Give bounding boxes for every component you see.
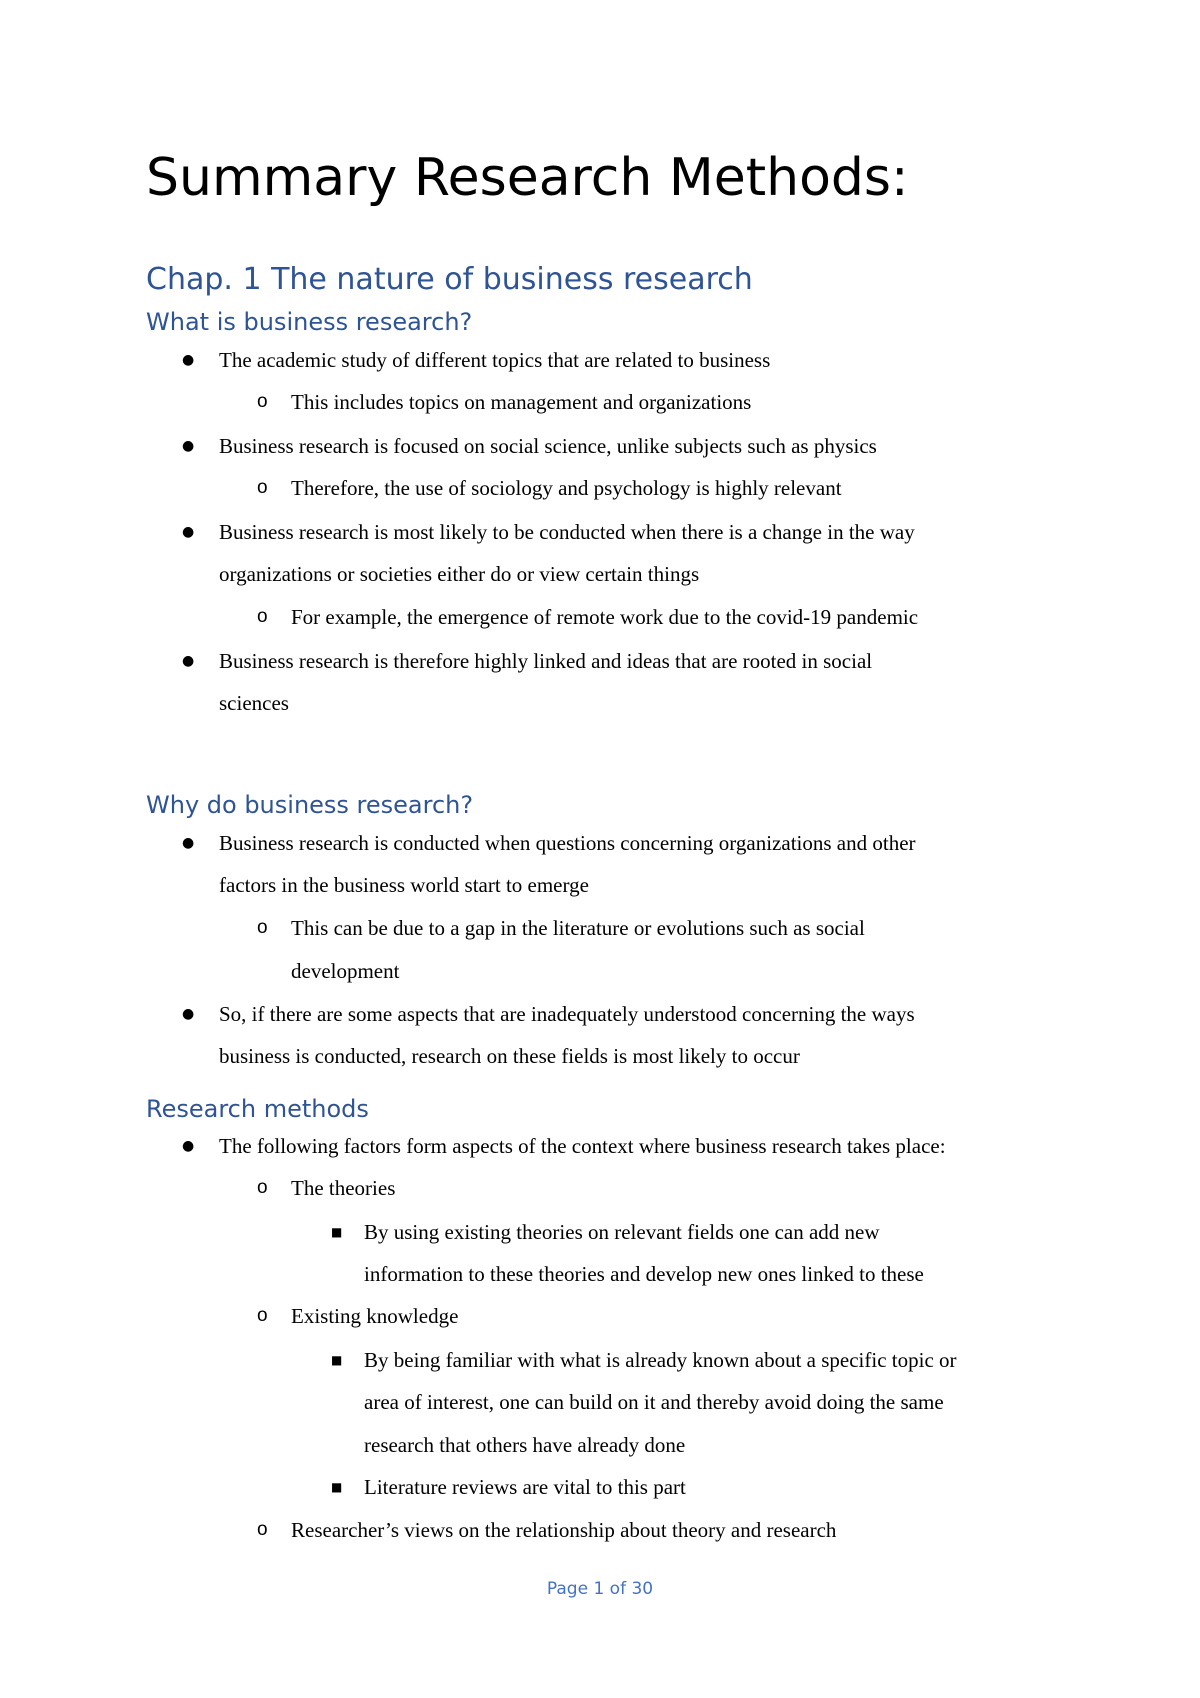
bullet-circle-icon: o [257,606,268,627]
bullet-square-icon: ■ [331,1353,343,1367]
list-item: The following factors form aspects of the context where business research takes place: [219,1134,946,1158]
bullet-circle-icon: o [257,391,268,412]
list-item: This includes topics on management and organizations [291,390,752,414]
list-item: By using existing theories on relevant fields one can add new [364,1220,880,1244]
list-item-continuation: development [291,959,400,983]
bullet-dot-icon: ● [182,524,195,540]
list-item: The academic study of different topics that are related to business [219,348,771,372]
bullet-dot-icon: ● [182,835,195,851]
bullet-circle-icon: o [257,1305,268,1326]
section-heading-methods: Research methods [146,1095,369,1123]
list-item-continuation: business is conducted, research on these fields is most likely to occur [219,1044,800,1068]
list-item: Business research is therefore highly linked and ideas that are rooted in social [219,649,873,673]
page-number: Page 1 of 30 [546,1579,654,1599]
section-heading-why: Why do business research? [146,791,474,819]
bullet-circle-icon: o [257,1177,268,1198]
bullet-square-icon: ■ [331,1480,343,1494]
bullet-dot-icon: ● [182,1138,195,1154]
bullet-dot-icon: ● [182,352,195,368]
bullet-dot-icon: ● [182,438,195,454]
bullet-dot-icon: ● [182,1006,195,1022]
list-item: Literature reviews are vital to this part [364,1475,686,1499]
list-item: Business research is most likely to be conducted when there is a change in the way [219,520,915,544]
bullet-circle-icon: o [257,1519,268,1540]
list-item-continuation: factors in the business world start to emerge [219,873,589,897]
bullet-circle-icon: o [257,917,268,938]
list-item-continuation: sciences [219,691,289,715]
list-item-continuation: area of interest, one can build on it and thereby avoid doing the same [364,1390,944,1414]
list-item: This can be due to a gap in the literature or evolutions such as social [291,916,865,940]
list-item: Therefore, the use of sociology and psychology is highly relevant [291,476,842,500]
chapter-heading: Chap. 1 The nature of business research [146,262,753,297]
document-title: Summary Research Methods: [146,148,909,208]
list-item: So, if there are some aspects that are inadequately understood concerning the ways [219,1002,915,1026]
list-item-continuation: research that others have already done [364,1433,686,1457]
list-item-continuation: information to these theories and develop new ones linked to these [364,1262,924,1286]
list-item: The theories [291,1176,396,1200]
list-item: Business research is focused on social science, unlike subjects such as physics [219,434,877,458]
section-heading-what: What is business research? [146,308,473,336]
list-item: Existing knowledge [291,1304,459,1328]
bullet-square-icon: ■ [331,1225,343,1239]
list-item: By being familiar with what is already known about a specific topic or [364,1348,957,1372]
list-item: Business research is conducted when questions concerning organizations and other [219,831,916,855]
list-item: For example, the emergence of remote work due to the covid-19 pandemic [291,605,919,629]
bullet-circle-icon: o [257,477,268,498]
list-item-continuation: organizations or societies either do or view certain things [219,562,700,586]
list-item: Researcher’s views on the relationship about theory and research [291,1518,837,1542]
bullet-dot-icon: ● [182,653,195,669]
